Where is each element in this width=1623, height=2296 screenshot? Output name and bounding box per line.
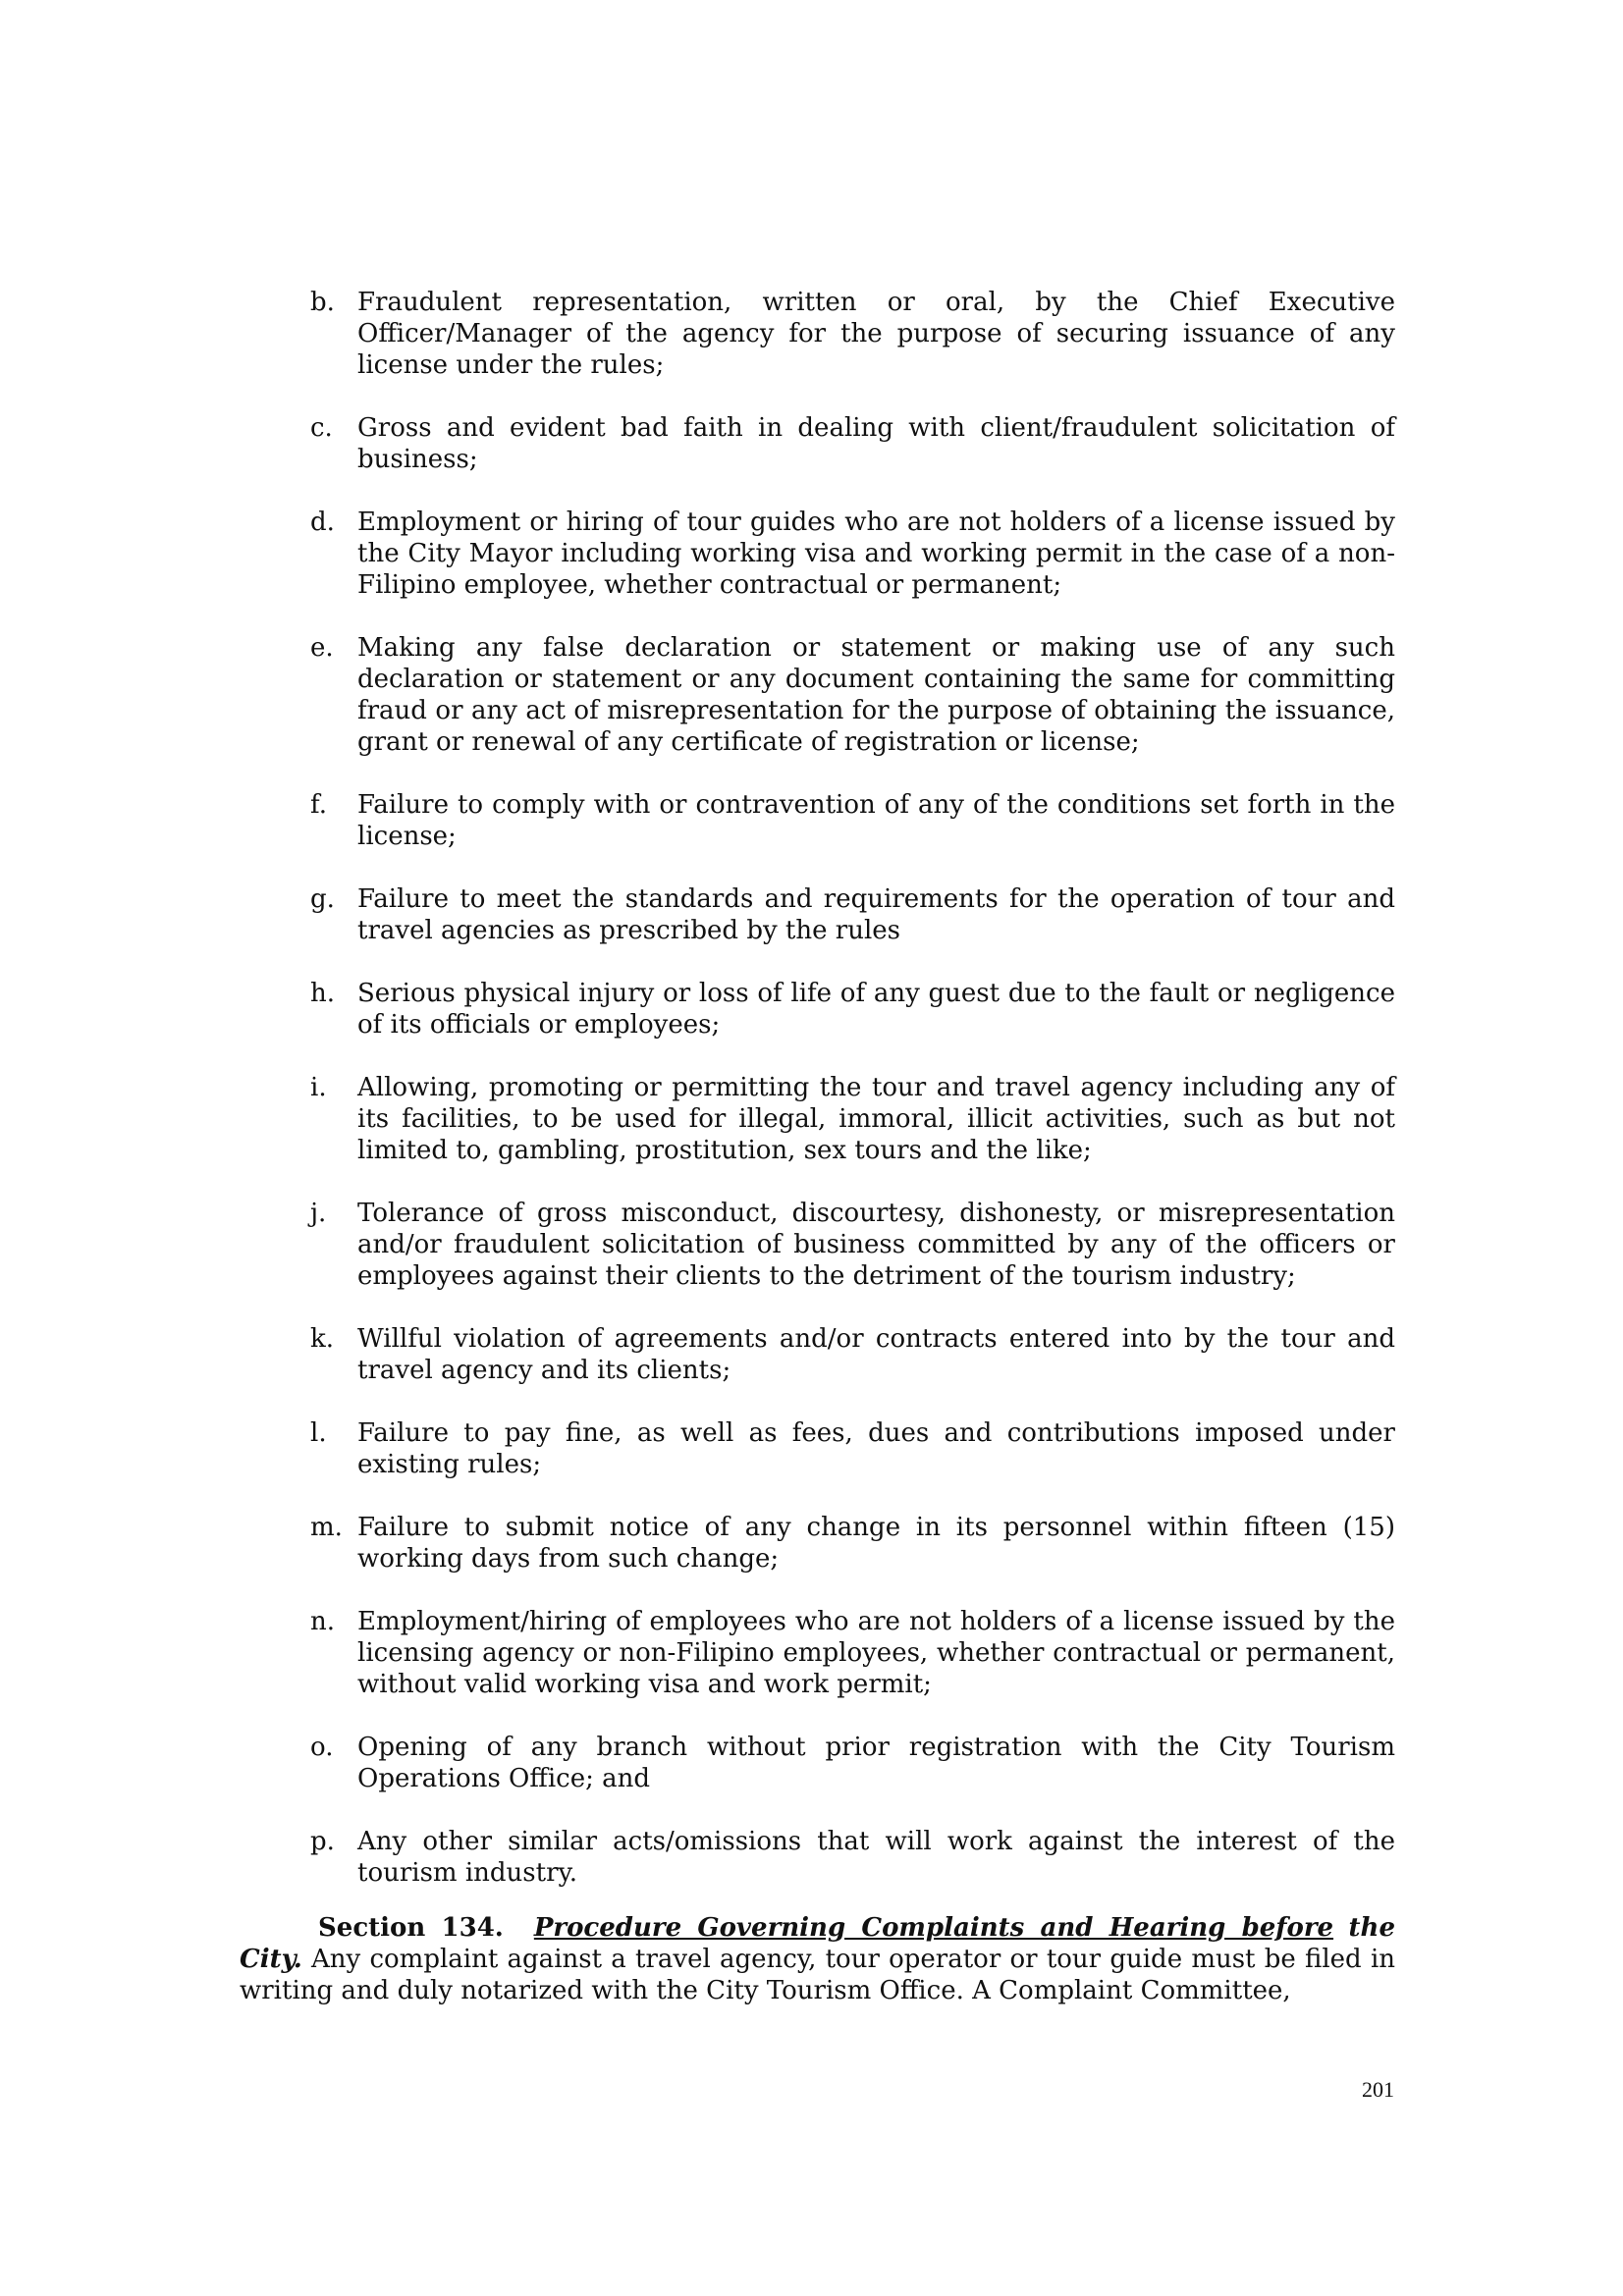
list-item-marker: o. bbox=[310, 1733, 334, 1762]
list-item bbox=[310, 1072, 1395, 1166]
list-item-text: Serious physical injury or loss of life of any guest due to the fault or negligence of its officials or employees; bbox=[357, 979, 1395, 1040]
list-item-text: Opening of any branch without prior registration with the City Tourism Operations Office; and bbox=[357, 1733, 1395, 1793]
section-title: Procedure Governing Complaints and Hearing before bbox=[533, 1913, 1334, 1943]
list-item-marker: n. bbox=[310, 1607, 336, 1636]
list-item bbox=[310, 507, 1395, 601]
list-item-text: Failure to meet the standards and requirements for the operation of tour and travel agencies as prescribed by the rules bbox=[357, 884, 1395, 945]
list-item-text: Fraudulent representation, written or oral, by the Chief Executive Officer/Manager of the agency for the purpose of securing issuance of any license under the rules; bbox=[357, 288, 1395, 380]
list-item bbox=[310, 1323, 1395, 1386]
section-label: Section 134. bbox=[318, 1913, 504, 1943]
list-item bbox=[310, 1606, 1395, 1700]
list-item-text: Tolerance of gross misconduct, discourtesy, dishonesty, or misrepresentation and/or fraudulent solicitation of business committed by any of the officers or employees against their clients to the detriment of the tourism industry; bbox=[357, 1199, 1395, 1291]
list-item-text: Failure to comply with or contravention of any of the conditions set forth in the license; bbox=[357, 790, 1395, 851]
list-item bbox=[310, 287, 1395, 381]
list-item bbox=[310, 978, 1395, 1041]
list-item bbox=[310, 1417, 1395, 1480]
list-item-text: Any other similar acts/omissions that will work against the interest of the tourism industry. bbox=[357, 1827, 1395, 1888]
list-item-text: Making any false declaration or statement or making use of any such declaration or statement or any document containing the same for committing fraud or any act of misrepresentation for the purpose of obtaining the issuance, grant or renewal of any certificate of registration or license; bbox=[357, 633, 1395, 757]
page-number: 201 bbox=[1362, 2077, 1394, 2102]
list-item-text: Employment/hiring of employees who are not holders of a license issued by the licensing agency or non-Filipino employees, whether contractual or permanent, without valid working visa and work permit; bbox=[357, 1607, 1395, 1699]
section-title-tail: the City. bbox=[240, 1913, 1396, 1974]
list-item-marker: e. bbox=[310, 633, 334, 663]
list-item-marker: m. bbox=[310, 1513, 343, 1542]
list-item-marker: b. bbox=[310, 288, 335, 317]
list-item bbox=[310, 1826, 1395, 1889]
list-item bbox=[310, 883, 1395, 946]
list-item bbox=[310, 1198, 1395, 1292]
list-item-text: Allowing, promoting or permitting the tour and travel agency including any of its facilities, to be used for illegal, immoral, illicit activities, such as but not limited to, gambling, prostitution, sex tours and the like; bbox=[357, 1073, 1395, 1165]
list-item bbox=[310, 1512, 1395, 1575]
list-item-text: Failure to submit notice of any change in its personnel within fifteen (15) working days from such change; bbox=[357, 1513, 1395, 1574]
list-item bbox=[310, 412, 1395, 475]
list-item-text: Failure to pay fine, as well as fees, dues and contributions imposed under existing rules; bbox=[357, 1418, 1395, 1479]
list-item-marker: g. bbox=[310, 884, 335, 914]
section-body: Any complaint against a travel agency, tour operator or tour guide must be filed in writing and duly notarized with the City Tourism Office. A Complaint Committee, bbox=[240, 1945, 1396, 2005]
list-item-marker: j. bbox=[310, 1199, 327, 1228]
list-item-marker: i. bbox=[310, 1073, 327, 1102]
list-item-text: Willful violation of agreements and/or contracts entered into by the tour and travel agency and its clients; bbox=[357, 1324, 1395, 1385]
list-item bbox=[310, 1732, 1395, 1794]
list-item-marker: k. bbox=[310, 1324, 335, 1354]
list-item-text: Employment or hiring of tour guides who are not holders of a license issued by the City Mayor including working visa and working permit in the case of a non-Filipino employee, whether contractual or permanent; bbox=[357, 507, 1395, 600]
list-item-marker: l. bbox=[310, 1418, 327, 1448]
list-item-marker: p. bbox=[310, 1827, 335, 1856]
violations-list bbox=[310, 287, 1395, 1920]
list-item-marker: h. bbox=[310, 979, 336, 1008]
list-item bbox=[310, 789, 1395, 852]
section-134-paragraph bbox=[240, 1912, 1395, 2006]
list-item-marker: d. bbox=[310, 507, 335, 537]
list-item-marker: c. bbox=[310, 413, 333, 443]
list-item-text: Gross and evident bad faith in dealing with client/fraudulent solicitation of business; bbox=[357, 413, 1395, 474]
list-item-marker: f. bbox=[310, 790, 327, 820]
list-item bbox=[310, 632, 1395, 758]
